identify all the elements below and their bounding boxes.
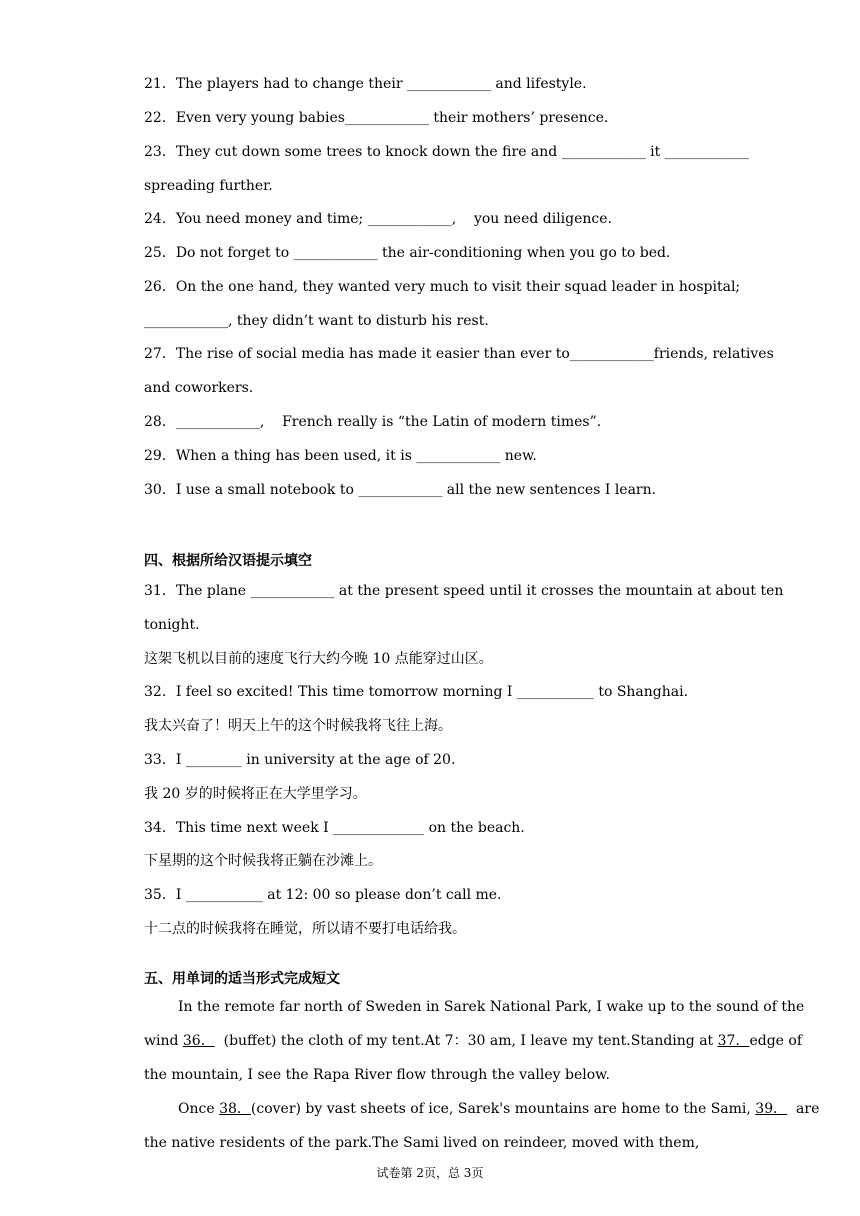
chinese-hint: 这架飞机以目前的速度飞行大约今晚 10 点能穿过山区。 <box>144 651 493 667</box>
passage-line <box>144 1032 802 1050</box>
question-line: spreading further. <box>144 178 273 194</box>
question-line: 32．I feel so excited! This time tomorrow morning I ___________ to Shanghai. <box>144 684 689 700</box>
text: Once <box>178 1101 220 1117</box>
passage-line: In the remote far north of Sweden in Sarek National Park, I wake up to the sound of the <box>178 999 805 1015</box>
question-line: 28．____________, French really is “the Latin of modern times”. <box>144 414 602 430</box>
text: (cover) by vast sheets of ice, Sarek's mountains are home to the Sami, <box>250 1101 756 1117</box>
chinese-hint: 我 20 岁的时候将正在大学里学习。 <box>144 786 367 802</box>
question-line: ____________, they didn’t want to disturb his rest. <box>144 313 489 329</box>
question-line: 23．They cut down some trees to knock down the fire and ____________ it ____________ <box>144 144 749 160</box>
chinese-hint: 我太兴奋了！明天上午的这个时候我将飞往上海。 <box>144 718 452 734</box>
blank-36[interactable]: 36． <box>182 1033 215 1049</box>
question-line: 22．Even very young babies____________ their mothers’ presence. <box>144 110 609 126</box>
section-5-heading: 五、用单词的适当形式完成短文 <box>144 971 340 987</box>
question-line: 33．I ________ in university at the age of 20. <box>144 752 456 768</box>
blank-38[interactable]: 38． <box>219 1101 251 1117</box>
question-line: 34．This time next week I _____________ on the beach. <box>144 820 525 836</box>
passage-line <box>178 1100 819 1118</box>
blank-39[interactable]: 39． <box>755 1101 788 1117</box>
chinese-hint: 十二点的时候我将在睡觉，所以请不要打电话给我。 <box>144 921 466 937</box>
passage-line: the native residents of the park.The Sami lived on reindeer, moved with them, <box>144 1135 700 1151</box>
section-4-heading: 四、根据所给汉语提示填空 <box>144 553 312 569</box>
text: are <box>787 1101 820 1117</box>
blank-37[interactable]: 37． <box>717 1033 750 1049</box>
question-line: 30．I use a small notebook to ____________ all the new sentences I learn. <box>144 482 657 498</box>
page-footer: 试卷第 2页，总 3页 <box>376 1166 484 1180</box>
question-line: 29．When a thing has been used, it is ____________ new. <box>144 448 537 464</box>
passage-line: the mountain, I see the Rapa River flow through the valley below. <box>144 1067 610 1083</box>
question-line: 26．On the one hand, they wanted very much to visit their squad leader in hospital; <box>144 279 741 295</box>
question-line: 35．I ___________ at 12: 00 so please don’t call me. <box>144 887 502 903</box>
text: (buffet) the cloth of my tent.At 7：30 am, I leave my tent.Standing at <box>214 1033 718 1049</box>
question-line: 27．The rise of social media has made it easier than ever to____________friends, relatives <box>144 346 774 362</box>
question-line: 24．You need money and time; ____________, you need diligence. <box>144 211 612 227</box>
chinese-hint: 下星期的这个时候我将正躺在沙滩上。 <box>144 853 382 869</box>
text: edge of <box>749 1033 803 1049</box>
question-line: tonight. <box>144 617 200 633</box>
question-line: 21．The players had to change their ____________ and lifestyle. <box>144 76 587 92</box>
text: wind <box>144 1033 183 1049</box>
question-line: 25．Do not forget to ____________ the air-conditioning when you go to bed. <box>144 245 671 261</box>
question-line: 31．The plane ____________ at the present speed until it crosses the mountain at about ten <box>144 583 784 599</box>
question-line: and coworkers. <box>144 380 254 396</box>
